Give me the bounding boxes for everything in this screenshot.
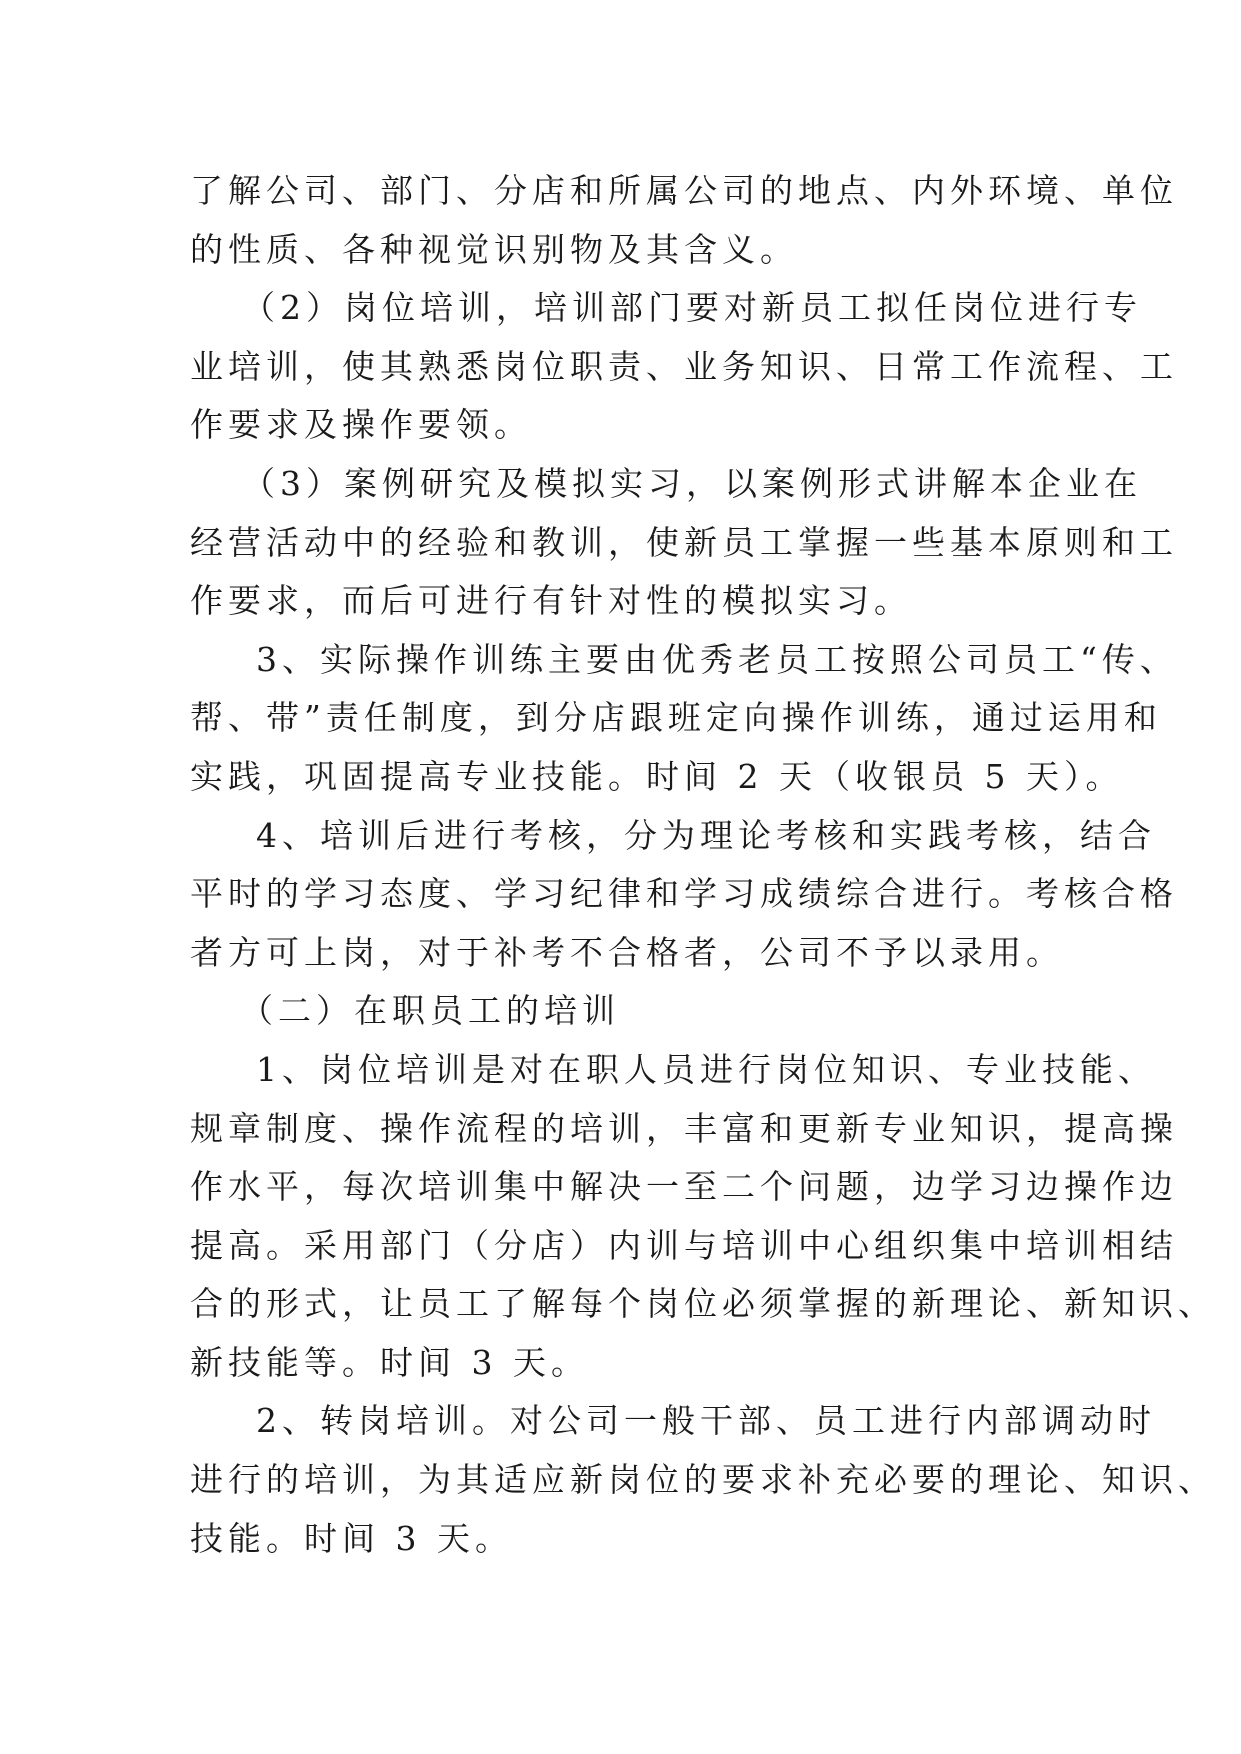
text-line: （2）岗位培训，培训部门要对新员工拟任岗位进行专: [242, 288, 1142, 328]
text-line: 技能。时间 3 天。: [190, 1518, 513, 1558]
text-line: 的性质、各种视觉识别物及其含义。: [190, 229, 798, 269]
text-line: 作水平，每次培训集中解决一至二个问题，边学习边操作边: [190, 1167, 1178, 1207]
text-line: 3、实际操作训练主要由优秀老员工按照公司员工“传、: [256, 639, 1178, 679]
text-line: 经营活动中的经验和教训，使新员工掌握一些基本原则和工: [190, 522, 1178, 562]
text-line: 平时的学习态度、学习纪律和学习成绩综合进行。考核合格: [190, 874, 1178, 914]
text-line: 4、培训后进行考核，分为理论考核和实践考核，结合: [256, 815, 1156, 855]
text-line: 者方可上岗，对于补考不合格者，公司不予以录用。: [190, 932, 1064, 972]
text-line: 提高。采用部门（分店）内训与培训中心组织集中培训相结: [190, 1225, 1178, 1265]
text-line: 作要求，而后可进行有针对性的模拟实习。: [190, 581, 912, 621]
text-line: 帮、带”责任制度，到分店跟班定向操作训练，通过运用和: [190, 698, 1162, 738]
text-line: 2、转岗培训。对公司一般干部、员工进行内部调动时: [256, 1401, 1156, 1441]
text-line: 新技能等。时间 3 天。: [190, 1342, 589, 1382]
text-line: 1、岗位培训是对在职人员进行岗位知识、专业技能、: [256, 1049, 1156, 1089]
text-line: 进行的培训，为其适应新岗位的要求补充必要的理论、知识、: [190, 1460, 1216, 1500]
document-body: [190, 162, 1216, 1568]
text-line: 了解公司、部门、分店和所属公司的地点、内外环境、单位: [190, 171, 1178, 210]
section-heading: （二）在职员工的培训: [240, 991, 620, 1031]
text-line: 业培训，使其熟悉岗位职责、业务知识、日常工作流程、工: [190, 346, 1178, 386]
text-line: （3）案例研究及模拟实习，以案例形式讲解本企业在: [242, 463, 1142, 503]
text-line: 实践，巩固提高专业技能。时间 2 天（收银员 5 天）。: [190, 756, 1124, 796]
text-line: 作要求及操作要领。: [190, 405, 532, 445]
text-line: 合的形式，让员工了解每个岗位必须掌握的新理论、新知识、: [190, 1284, 1216, 1324]
text-line: 规章制度、操作流程的培训，丰富和更新专业知识，提高操: [190, 1108, 1178, 1148]
